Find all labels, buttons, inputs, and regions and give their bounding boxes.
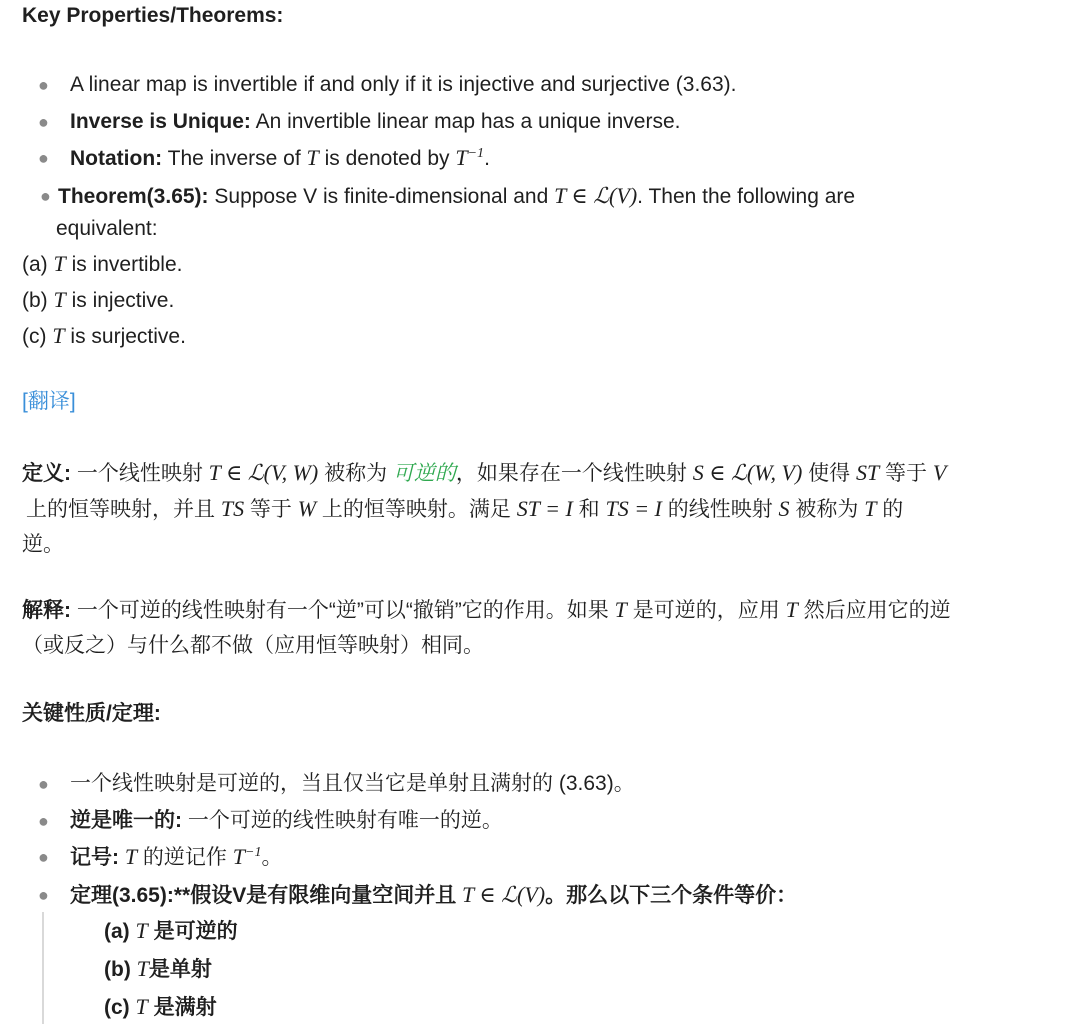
- list-item: ● 定理(3.65):**假设V是有限维向量空间并且 T ∈ ℒ(V)。那么以下三个条件等价：: [22, 877, 1062, 915]
- bullet-dot-icon: ●: [38, 111, 49, 132]
- en-equivalence-list: [22, 246, 186, 354]
- bullet-dot-icon: ●: [40, 185, 51, 206]
- en-theorem-continuation: equivalent:: [56, 217, 158, 240]
- list-item: ● Inverse is Unique: An invertible linear map has a unique inverse.: [22, 104, 1062, 141]
- bullet-dot-icon: ●: [38, 847, 49, 867]
- bullet-dot-icon: ●: [38, 884, 49, 905]
- zh-equivalence-list: [42, 912, 238, 1024]
- list-item: ● 一个线性映射是可逆的，当且仅当它是单射且满射的 (3.63)。: [22, 766, 1062, 803]
- bullet-dot-icon: ●: [38, 774, 49, 794]
- zh-explanation: 解释: 一个可逆的线性映射有一个“逆”可以“撤销”它的作用。如果 T 是可逆的，应用 T 然后应用它的逆 （或反之）与什么都不做（应用恒等映射）相同。: [22, 597, 951, 657]
- list-item: (c) T 是满射: [104, 994, 217, 1019]
- list-item: ● 记号: T 的逆记作 $T^{-1}$。: [22, 839, 1062, 877]
- list-item: ● Notation: The inverse of T is denoted by $T^{-1}$.: [22, 140, 1062, 178]
- list-item: (c) T is surjective.: [22, 323, 186, 348]
- list-item: ● Theorem(3.65): Suppose V is finite-dimensional and T ∈ ℒ(V). Then the following are: [22, 178, 1062, 216]
- list-item: ● A linear map is invertible if and only if it is injective and surjective (3.63).: [22, 67, 1062, 104]
- invertible-term: 可逆的: [392, 462, 456, 485]
- list-item: (a) T is invertible.: [22, 251, 183, 276]
- list-item: (b) T is injective.: [22, 287, 175, 312]
- en-bullet-list: [22, 67, 1062, 215]
- bullet-dot-icon: ●: [38, 148, 49, 168]
- zh-heading: 关键性质/定理:: [22, 702, 161, 725]
- zh-bullet-list: [22, 766, 1062, 914]
- zh-definition: 定义: 一个线性映射 T ∈ ℒ(V, W) 被称为 可逆的，如果存在一个线性映射 S ∈ ℒ(W, V) 使得 ST 等于 V 上的恒等映射，并且 TS 等于 W 上的恒等映射。满足 ST = I 和 TS = I 的线性映射 S 被称为 T 的 逆。: [22, 460, 947, 556]
- bullet-dot-icon: ●: [38, 810, 49, 831]
- list-item: (a) T 是可逆的: [104, 918, 238, 943]
- bullet-dot-icon: ●: [38, 75, 49, 95]
- translate-link[interactable]: [翻译]: [22, 390, 76, 413]
- list-item: (b) T是单射: [104, 956, 212, 981]
- list-item: ● 逆是唯一的: 一个可逆的线性映射有唯一的逆。: [22, 803, 1062, 840]
- en-heading: Key Properties/Theorems:: [22, 4, 284, 27]
